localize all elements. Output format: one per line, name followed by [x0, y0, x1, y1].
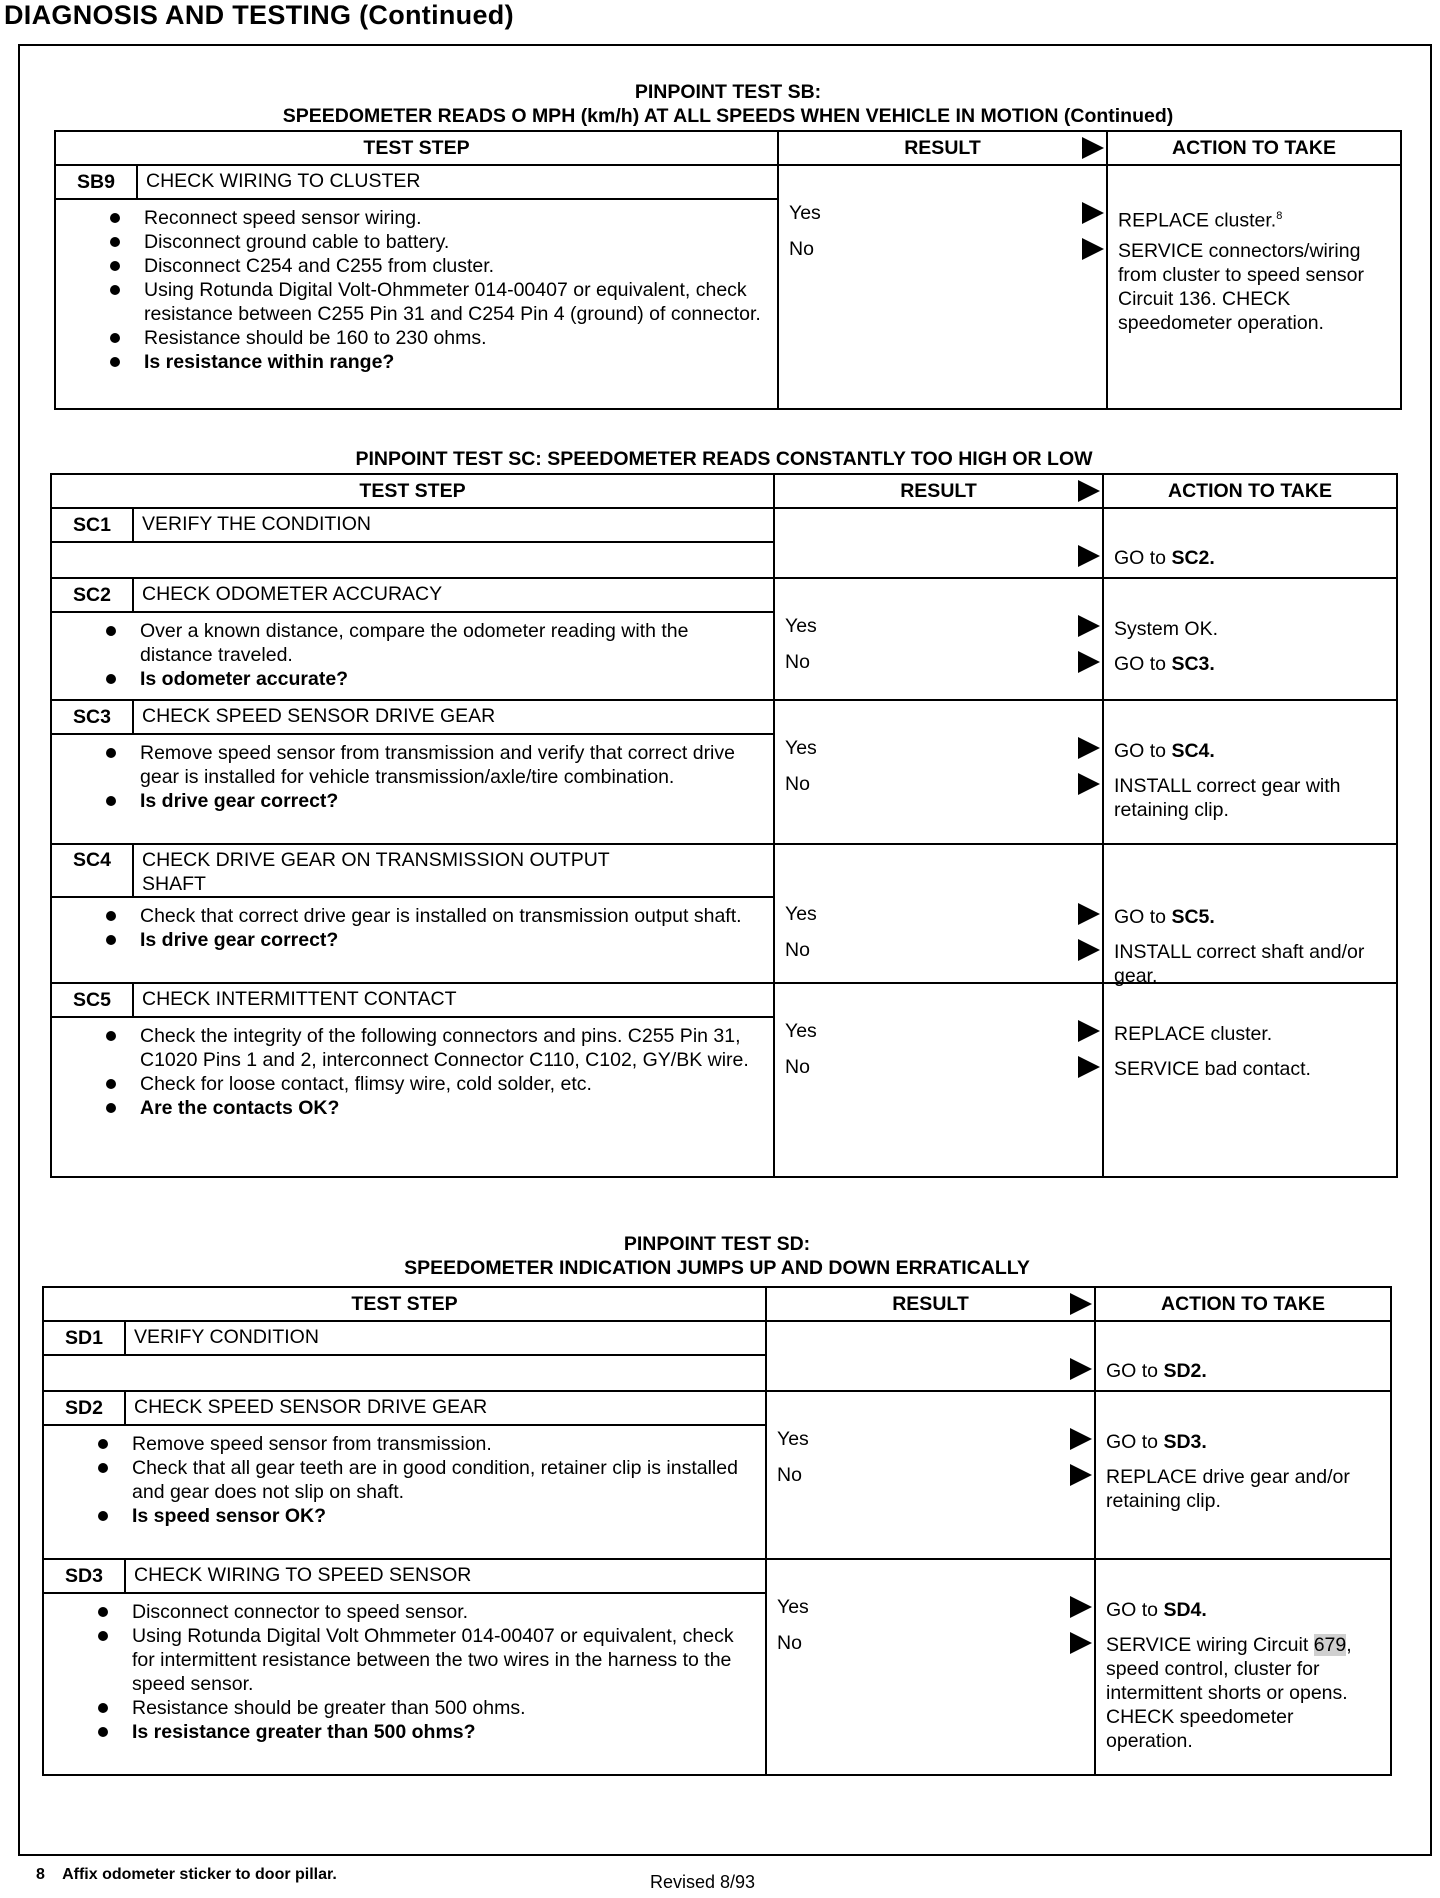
sc4-action [1103, 844, 1397, 987]
arrow-icon [1078, 615, 1100, 637]
sc4-result [774, 844, 1103, 983]
step-body [51, 612, 774, 700]
result-no: No [789, 238, 814, 260]
result-yes: Yes [777, 1428, 809, 1450]
action-no: REPLACE drive gear and/or retaining clip. [1106, 1466, 1350, 1512]
sb-header-row [55, 131, 1401, 165]
sd1-title-row [43, 1321, 1391, 1355]
arrow-icon [1078, 1056, 1100, 1078]
sd3-action [1095, 1559, 1391, 1775]
page-title: DIAGNOSIS AND TESTING (Continued) [4, 0, 514, 30]
question: Is speed sensor OK? [132, 1504, 755, 1528]
arrow-icon [1082, 202, 1104, 224]
arrow-icon [1078, 651, 1100, 673]
bullet: Disconnect ground cable to battery. [144, 230, 767, 254]
sd3-title-row [43, 1559, 1391, 1593]
bullet: Check the integrity of the following connectors and pins. C255 Pin 31, C1020 Pins 1 and 2, interconnect Connector C110, C102, GY/BK wire. [140, 1024, 763, 1072]
bullet: Disconnect connector to speed sensor. [132, 1600, 755, 1624]
result-no: No [785, 939, 810, 961]
action-yes: GO to SC4. [1114, 740, 1215, 762]
step-body [43, 1425, 766, 1559]
arrow-icon [1078, 939, 1100, 961]
sd2-result [766, 1391, 1095, 1559]
step-title: CHECK WIRING TO CLUSTER [137, 165, 778, 199]
bullet: Reconnect speed sensor wiring. [144, 206, 767, 230]
action-no: GO to SC3. [1114, 653, 1215, 675]
arrow-icon [1070, 1358, 1092, 1380]
sd3-result [766, 1559, 1095, 1775]
sc5-title-row [51, 983, 1397, 1017]
question: Are the contacts OK? [140, 1096, 763, 1120]
bullet: Check that correct drive gear is installed on transmission output shaft. [140, 904, 763, 928]
action-no: SERVICE wiring Circuit 679, speed control, cluster for intermittent shorts or opens. CHECK speedometer operation. [1106, 1634, 1352, 1752]
step-title: VERIFY CONDITION [125, 1321, 766, 1355]
sc3-action [1103, 700, 1397, 844]
sb9-title-row [55, 165, 1401, 199]
header-test-step: TEST STEP [43, 1287, 766, 1321]
step-title: CHECK WIRING TO SPEED SENSOR [125, 1559, 766, 1593]
sd1-action [1095, 1321, 1391, 1391]
action-no: INSTALL correct gear with retaining clip. [1114, 775, 1341, 821]
header-result [778, 131, 1107, 165]
arrow-icon [1078, 1020, 1100, 1042]
step-title: CHECK INTERMITTENT CONTACT [133, 983, 774, 1017]
arrow-icon [1082, 238, 1104, 260]
header-result-label: RESULT [900, 479, 977, 502]
step-body [51, 734, 774, 844]
sd2-title-row [43, 1391, 1391, 1425]
question: Is resistance greater than 500 ohms? [132, 1720, 755, 1744]
action-yes: GO to SC5. [1114, 906, 1215, 928]
action-yes: GO to SD4. [1106, 1599, 1207, 1621]
footnote: 8 Affix odometer sticker to door pillar. [36, 1866, 337, 1883]
bullet: Resistance should be 160 to 230 ohms. [144, 326, 767, 350]
header-test-step: TEST STEP [51, 474, 774, 508]
step-code: SC3 [51, 700, 133, 734]
arrow-icon [1078, 773, 1100, 795]
action-yes: GO to SD3. [1106, 1431, 1207, 1453]
step-code: SC1 [51, 508, 133, 542]
arrow-icon [1078, 545, 1100, 567]
sd2-action [1095, 1391, 1391, 1559]
action-no: INSTALL correct shaft and/or gear. [1114, 941, 1365, 987]
sd-title-line1: PINPOINT TEST SD: [623, 1233, 811, 1255]
question: Is resistance within range? [144, 350, 767, 374]
step-code: SD2 [43, 1391, 125, 1425]
sb9-result [778, 165, 1107, 409]
bullet: Over a known distance, compare the odometer reading with the distance traveled. [140, 619, 763, 667]
arrow-icon [1078, 737, 1100, 759]
bullet: Using Rotunda Digital Volt Ohmmeter 014-00407 or equivalent, check for intermittent resistance between the two wires in the harness to the speed sensor. [132, 1624, 755, 1696]
result-yes: Yes [789, 202, 821, 224]
bullet: Disconnect C254 and C255 from cluster. [144, 254, 767, 278]
sd-header-row [43, 1287, 1391, 1321]
revision-date: Revised 8/93 [650, 1872, 756, 1892]
step-body [51, 1017, 774, 1177]
bullet: Remove speed sensor from transmission. [132, 1432, 755, 1456]
sc5-result [774, 983, 1103, 1177]
sc2-action [1103, 578, 1397, 700]
sc1-action [1103, 508, 1397, 578]
question: Is odometer accurate? [140, 667, 763, 691]
sd-table [42, 1286, 1392, 1776]
header-result [774, 474, 1103, 508]
sb-title-line1: PINPOINT TEST SB: [634, 81, 822, 103]
sc2-result [774, 578, 1103, 700]
arrow-icon [1078, 903, 1100, 925]
step-title: CHECK SPEED SENSOR DRIVE GEAR [125, 1391, 766, 1425]
arrow-icon [1078, 480, 1100, 502]
sc5-action [1103, 983, 1397, 1177]
sc-header-row [51, 474, 1397, 508]
step-title: CHECK DRIVE GEAR ON TRANSMISSION OUTPUT SHAFT [133, 844, 774, 897]
header-test-step: TEST STEP [55, 131, 778, 165]
sb-table [54, 130, 1402, 410]
sc2-title-row [51, 578, 1397, 612]
header-action: ACTION TO TAKE [1107, 131, 1401, 165]
header-action: ACTION TO TAKE [1103, 474, 1397, 508]
question: Is drive gear correct? [140, 928, 763, 952]
pinpoint-test-sd [42, 1232, 1392, 1776]
header-result-label: RESULT [892, 1292, 969, 1315]
step-title: VERIFY THE CONDITION [133, 508, 774, 542]
result-yes: Yes [777, 1596, 809, 1618]
header-result-label: RESULT [904, 136, 981, 159]
sd1-result [766, 1321, 1095, 1391]
sd-title-line2: SPEEDOMETER INDICATION JUMPS UP AND DOWN ERRATICALLY [404, 1257, 1030, 1279]
step-body [43, 1593, 766, 1775]
sc3-result [774, 700, 1103, 844]
bullet: Check for loose contact, flimsy wire, cold solder, etc. [140, 1072, 763, 1096]
action-yes: REPLACE cluster.$^8$ [1118, 209, 1283, 232]
sc-table [50, 473, 1398, 1178]
action-yes: System OK. [1114, 618, 1219, 640]
sb9-action [1107, 165, 1401, 409]
sc3-title-row [51, 700, 1397, 734]
result-no: No [785, 651, 810, 673]
step-body [55, 199, 778, 409]
sc1-result [774, 508, 1103, 578]
result-no: No [777, 1632, 802, 1654]
sc1-title-row [51, 508, 1397, 542]
arrow-icon [1070, 1428, 1092, 1450]
pinpoint-test-sc [50, 447, 1398, 1178]
action-yes: REPLACE cluster. [1114, 1023, 1273, 1045]
pinpoint-test-sb [54, 80, 1402, 410]
step-title: CHECK ODOMETER ACCURACY [133, 578, 774, 612]
step-code: SC2 [51, 578, 133, 612]
arrow-icon [1070, 1464, 1092, 1486]
result-no: No [785, 773, 810, 795]
step-title: CHECK SPEED SENSOR DRIVE GEAR [133, 700, 774, 734]
bullet: Resistance should be greater than 500 ohms. [132, 1696, 755, 1720]
result-yes: Yes [785, 1020, 817, 1042]
result-yes: Yes [785, 737, 817, 759]
arrow-icon [1070, 1596, 1092, 1618]
arrow-icon [1082, 137, 1104, 159]
result-no: No [785, 1056, 810, 1078]
arrow-icon [1070, 1293, 1092, 1315]
sc-title: PINPOINT TEST SC: SPEEDOMETER READS CONSTANTLY TOO HIGH OR LOW [355, 448, 1093, 470]
step-code: SB9 [55, 165, 137, 199]
action-go: GO to SD2. [1106, 1360, 1207, 1382]
step-code: SC5 [51, 983, 133, 1017]
result-yes: Yes [785, 903, 817, 925]
action-go: GO to SC2. [1114, 547, 1215, 569]
header-result [766, 1287, 1095, 1321]
bullet: Check that all gear teeth are in good condition, retainer clip is installed and gear does not slip on shaft. [132, 1456, 755, 1504]
arrow-icon [1070, 1632, 1092, 1654]
step-body [43, 1355, 766, 1391]
sb-title-line2: SPEEDOMETER READS O MPH (km/h) AT ALL SPEEDS WHEN VEHICLE IN MOTION (Continued) [282, 105, 1174, 127]
result-yes: Yes [785, 615, 817, 637]
step-body [51, 542, 774, 578]
action-no: SERVICE bad contact. [1114, 1058, 1311, 1080]
bullet: Using Rotunda Digital Volt-Ohmmeter 014-00407 or equivalent, check resistance between C255 Pin 31 and C254 Pin 4 (ground) of connector. [144, 278, 767, 326]
result-no: No [777, 1464, 802, 1486]
header-action: ACTION TO TAKE [1095, 1287, 1391, 1321]
step-code: SD3 [43, 1559, 125, 1593]
step-code: SC4 [51, 844, 133, 897]
step-body [51, 897, 774, 983]
bullet: Remove speed sensor from transmission and verify that correct drive gear is installed for vehicle transmission/axle/tire combination. [140, 741, 763, 789]
step-code: SD1 [43, 1321, 125, 1355]
sc4-title-row [51, 844, 1397, 897]
question: Is drive gear correct? [140, 789, 763, 813]
action-no: SERVICE connectors/wiring from cluster to speed sensor Circuit 136. CHECK speedometer operation. [1118, 240, 1365, 334]
